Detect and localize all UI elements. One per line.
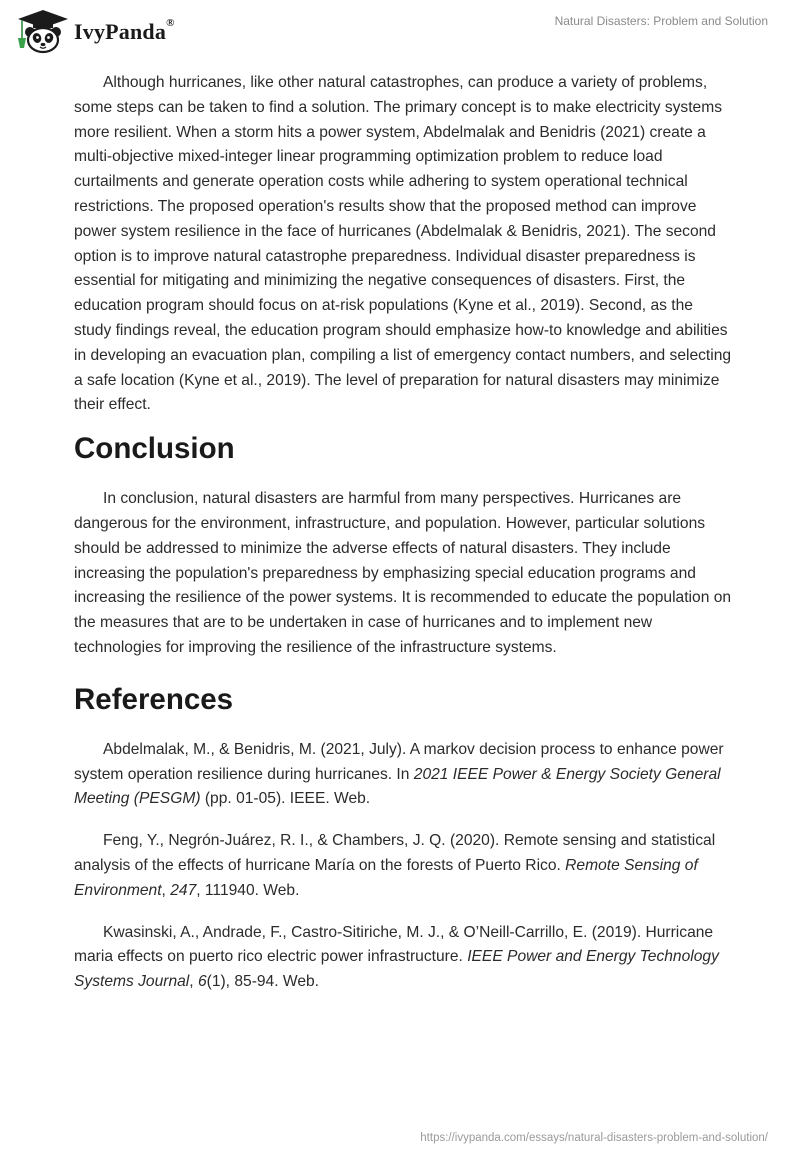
conclusion-paragraph: In conclusion, natural disasters are harmful from many perspectives. Hurricanes are dangerous for the environment, infrastructure, and population. However, particular solutions should be addressed to minimize the adverse effects of natural disasters. They include increasing the population's preparedness by emphasizing special education programs and increasing the resilience of the power systems. It is recommended to educate the population on the measures that are to be undertaken in case of hurricanes and to implement new technologies for improving the resilience of the infrastructure systems. — [74, 490, 732, 656]
reference-text: (1), 85-94. Web. — [206, 973, 320, 991]
reference-volume: 247 — [170, 881, 197, 899]
reference-volume: 6 — [197, 973, 207, 991]
essay-content — [74, 71, 734, 1012]
reference-text: (pp. 01-05). IEEE. Web. — [200, 790, 371, 808]
references-heading: References — [74, 682, 234, 716]
reference-source-title: IEEE Power and Energy Technology Systems Journal — [74, 948, 719, 991]
page-header — [0, 0, 800, 62]
conclusion-heading: Conclusion — [74, 432, 235, 466]
reference-text: Kwasinski, A., Andrade, F., Castro-Sitiriche, M. J., & O’Neill-Carrillo, E. (2019). Hurricane maria effects on puerto rico electric power infrastructure. — [74, 923, 714, 966]
brand-name: IvyPanda® — [74, 17, 175, 44]
reference-text: , 111940. Web. — [196, 881, 300, 899]
reference-source-title: Remote Sensing of Environment — [74, 856, 698, 899]
reference-text: Feng, Y., Negrón-Juárez, R. I., & Chambers, J. Q. (2020). Remote sensing and statistical analysis of the effects of hurricane María on the forests of Puerto Rico. — [74, 832, 716, 874]
reference-separator: , — [189, 973, 198, 991]
body-paragraph: Although hurricanes, like other natural catastrophes, can produce a variety of problems, some steps can be taken to find a solution. The primary concept is to make electricity systems more resilient. When a storm hits a power system, Abdelmalak and Benidris (2021) create a multi-objective mixed-integer linear programming optimization problem to reduce load curtailments and generate operation costs while adhering to system operational technical restrictions. The proposed operation's results show that the proposed method can improve power system resilience in the face of hurricanes (Abdelmalak & Benidris, 2021). The second option is to improve natural catastrophe preparedness. Individual disaster preparedness is essential for mitigating and minimizing the negative consequences of disasters. First, the education program should focus on at-risk populations (Kyne et al., 2019). Second, as the study findings reveal, the education program should emphasize how-to knowledge and abilities in developing an evacuation plan, compiling a list of emergency contact numbers, and selecting a safe location (Kyne et al., 2019). The level of preparation for natural disasters may minimize their effect. — [74, 74, 732, 414]
reference-separator: , — [161, 881, 171, 899]
ivypanda-logo[interactable] — [14, 8, 175, 54]
reference-item-2 — [74, 829, 734, 903]
document-title: Natural Disasters: Problem and Solution — [554, 14, 768, 28]
reference-source-title: 2021 IEEE Power & Energy Society General Meeting (PESGM) — [74, 765, 721, 808]
reference-text: Abdelmalak, M., & Benidris, M. (2021, July). A markov decision process to enhance power system operation resilience during hurricanes. In — [74, 740, 724, 783]
reference-item-1 — [74, 738, 734, 812]
registered-mark: ® — [166, 17, 175, 29]
reference-item-3 — [74, 921, 734, 995]
panda-graduation-cap-icon — [14, 8, 72, 54]
source-url[interactable]: https://ivypanda.com/essays/natural-disasters-problem-and-solution/ — [420, 1132, 768, 1144]
